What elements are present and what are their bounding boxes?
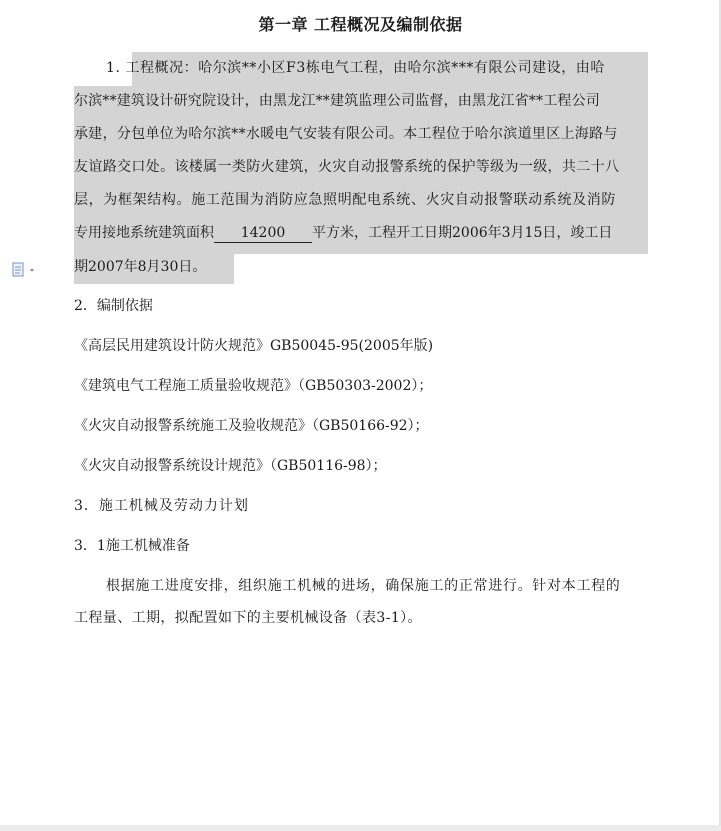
document-comment-icon[interactable] (12, 262, 38, 278)
paragraph-line: 尔滨**建筑设计研究院设计，由黑龙江**建筑监理公司监督，由黑龙江省**工程公司 (74, 93, 600, 109)
paragraph-line: 期2007年8月30日。 (74, 259, 207, 275)
section-heading: 3．施工机械及劳动力计划 (74, 498, 249, 514)
area-value: 14200 (214, 224, 312, 243)
paragraph-line: 工程量、工期，拟配置如下的主要机械设备（表3-1）。 (74, 610, 422, 626)
paragraph-line: 1. 工程概况：哈尔滨**小区F3栋电气工程，由哈尔滨***有限公司建设，由哈 (106, 60, 605, 76)
reference-item: 《火灾自动报警系统设计规范》（GB50116-98）； (74, 458, 387, 474)
page-bottom-edge (0, 825, 721, 831)
reference-item: 《高层民用建筑设计防火规范》GB50045-95(2005年版) (74, 338, 434, 354)
paragraph-line: 承建，分包单位为哈尔滨**水暖电气安装有限公司。本工程位于哈尔滨道里区上海路与 (74, 126, 618, 142)
paragraph-line: 根据施工进度安排，组织施工机械的进场，确保施工的正常进行。针对本工程的 (106, 578, 621, 594)
paragraph-text: 平方米，工程开工日期2006年3月15日，竣工日 (312, 225, 613, 241)
chapter-title: 第一章 工程概况及编制依据 (258, 15, 463, 34)
reference-item: 《建筑电气工程施工质量验收规范》（GB50303-2002）； (74, 378, 433, 394)
paragraph-text: 专用接地系统建筑面积 (74, 225, 214, 241)
reference-item: 《火灾自动报警系统施工及验收规范》（GB50166-92）； (74, 418, 429, 434)
subsection-heading: 3．1施工机械准备 (74, 538, 190, 554)
section-heading: 2．编制依据 (74, 298, 153, 314)
paragraph-line: 层，为框架结构。施工范围为消防应急照明配电系统、火灾自动报警联动系统及消防 (74, 192, 617, 208)
paragraph-line: 友谊路交口处。该楼属一类防火建筑，火灾自动报警系统的保护等级为一级，共二十八 (74, 159, 620, 175)
paragraph-line (74, 224, 612, 243)
